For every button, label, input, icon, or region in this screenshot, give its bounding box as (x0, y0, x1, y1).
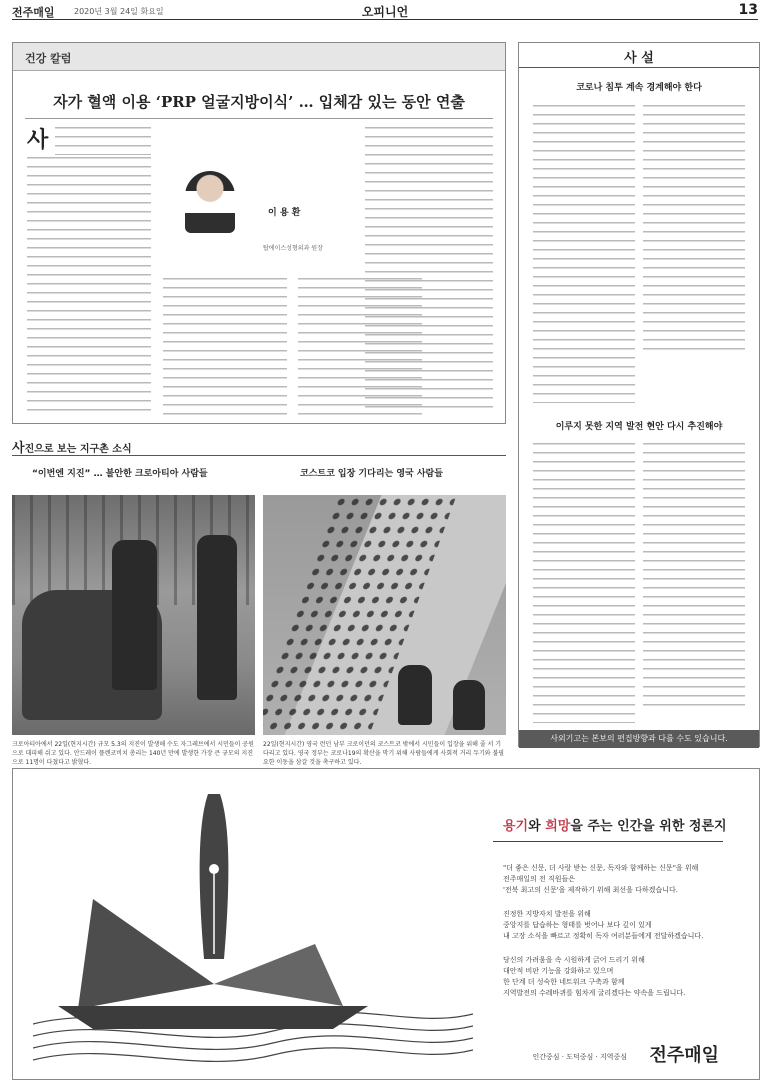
ad-divider (493, 841, 723, 842)
ad-headline-part-4: 을 주는 인간을 위한 정론지 (570, 819, 727, 834)
ad-line: 중앙지를 답습하는 형태를 벗어나 보다 깊이 있게 (503, 921, 652, 929)
photo-left-caption: 크로아티아에서 22일(현지시간) 규모 5.3의 지진이 발생해 수도 자그레브에서 시민들이 공원으로 대피해 쉬고 있다. 안드레이 플렌코비치 총리는 140년 만에 발생한 가장 큰 규모의 지진으로 11명이 다쳤다고 밝혔다. (12, 741, 254, 766)
ad-line: 당신의 가려움을 속 시원하게 긁어 드리기 위해 (503, 956, 645, 964)
column-text-col-2 (163, 278, 287, 415)
ad-paragraph-2 (503, 909, 753, 942)
health-column (12, 42, 506, 424)
author-name: 이 용 환 (268, 208, 301, 218)
editorial-divider (519, 67, 759, 68)
ad-line: "더 좋은 신문, 더 사랑 받는 신문, 독자와 함께하는 신문"을 위해 (503, 864, 699, 872)
ad-line: 한 단계 더 성숙한 네트워크 구축과 함께 (503, 978, 625, 986)
editorial-disclaimer: 사외기고는 본보의 편집방향과 다를 수도 있습니다. (519, 730, 759, 748)
editorial-2-text-left (533, 443, 635, 723)
column-kicker (13, 43, 505, 71)
ad-line: 전주매일의 전 직원들은 (503, 875, 576, 883)
editorial-box (518, 42, 760, 747)
column-kicker-label: 건강 칼럼 (25, 52, 72, 65)
ad-paragraph-3 (503, 955, 753, 999)
ad-line: '전북 최고의 신문'을 제작하기 위해 최선을 다하겠습니다. (503, 886, 678, 894)
costco-queue-photo (263, 495, 506, 735)
ad-headline-part-3: 희망 (545, 819, 571, 834)
ad-line: 내 고장 소식을 빠르고 정확히 독자 여러분들에게 전달하겠습니다. (503, 932, 704, 940)
column-text-col-1 (55, 127, 151, 155)
ad-headline-part-1: 용기 (503, 819, 529, 834)
newspaper-promo-ad (12, 768, 760, 1080)
author-portrait (185, 171, 235, 233)
editorial-headline-2: 이루지 못한 지역 발전 현안 다시 추진해야 (555, 422, 723, 432)
editorial-label: 사 설 (624, 51, 654, 66)
page-header (12, 0, 758, 20)
column-text-col-4 (365, 127, 493, 415)
ad-headline (503, 815, 727, 834)
person-figure (112, 540, 157, 690)
ad-headline-part-2: 와 (528, 819, 546, 834)
paper-name: 전주매일 (12, 6, 55, 19)
person-figure (453, 680, 485, 730)
issue-date: 2020년 3월 24일 화요일 (74, 7, 164, 16)
ad-line: 진정한 지방자치 발전을 위해 (503, 910, 591, 918)
section-title: 오피니언 (361, 5, 409, 19)
editorial-1-text-left (533, 105, 635, 403)
photo-right-title: 코스트코 입장 기다리는 영국 사람들 (300, 469, 443, 479)
pen-nib-boat-illustration (33, 774, 473, 1074)
column-headline: 자가 혈액 이용 ‘PRP 얼굴지방이식’ … 입체감 있는 동안 연출 (53, 93, 465, 111)
column-text-col-1b (27, 157, 151, 415)
editorial-1-text-right (643, 105, 745, 355)
author-photo-box (163, 163, 328, 273)
photo-news-kicker-initial: 사 (12, 441, 25, 456)
author-title: 탑에이스성형외과 원장 (263, 245, 323, 252)
ad-line: 대안적 비판 기능을 강화하고 있으며 (503, 967, 614, 975)
column-dropcap: 사 (27, 127, 49, 153)
croatia-photo (12, 495, 255, 735)
column-divider (25, 118, 493, 119)
editorial-headline-1: 코로나 침투 계속 경계해야 한다 (576, 83, 702, 93)
page-number: 13 (738, 2, 758, 18)
ad-line: 지역발전의 수레바퀴를 힘차게 굴리겠다는 약속을 드립니다. (503, 989, 686, 997)
photo-news-kicker (12, 437, 132, 456)
person-figure (398, 665, 432, 725)
ad-paragraph-1 (503, 863, 753, 896)
paper-logo: 전주매일 (649, 1045, 719, 1066)
ad-slogan: 인간중심 · 도덕중심 · 지역중심 (532, 1053, 627, 1061)
photo-left-title: “이번엔 지진” … 불안한 크로아티아 사람들 (32, 469, 208, 479)
editorial-2-text-right (643, 443, 745, 713)
photo-news-kicker-text: 진으로 보는 지구촌 소식 (24, 444, 132, 455)
photo-news-divider (12, 455, 506, 456)
photo-right-caption: 22일(현지시간) 영국 런던 남부 크로이던의 코스트코 밖에서 시민들이 입장을 위해 줄 서 기다리고 있다. 영국 정부는 코로나19의 확산을 막기 위해 사람들에게 사회적 거리 두기와 불필요한 이동을 삼갈 것을 촉구하고 있다. (263, 741, 505, 766)
person-figure (197, 535, 237, 700)
